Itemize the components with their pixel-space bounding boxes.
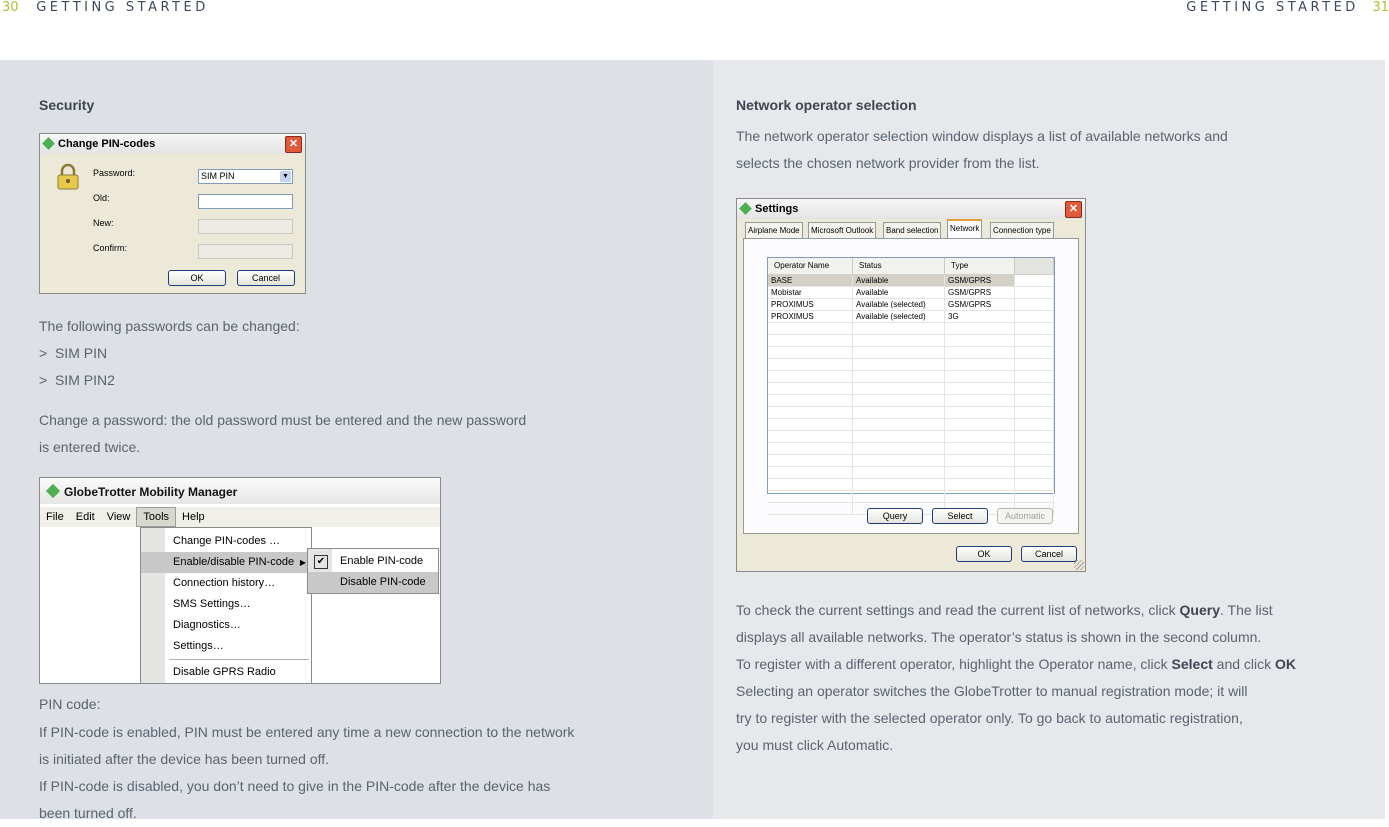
list-item-text: SIM PIN bbox=[54, 345, 108, 361]
table-cell bbox=[768, 491, 853, 502]
menu-view[interactable]: View bbox=[106, 511, 131, 523]
settings-dialog bbox=[736, 198, 1086, 572]
empty-table-row bbox=[768, 359, 1054, 371]
table-cell bbox=[945, 347, 1015, 358]
query-keyword: Query bbox=[1179, 602, 1221, 618]
security-heading: Security bbox=[39, 97, 95, 113]
text-span: and click bbox=[1212, 656, 1276, 672]
table-cell bbox=[853, 347, 945, 358]
table-cell bbox=[853, 479, 945, 490]
new-password-input[interactable] bbox=[198, 219, 293, 234]
table-cell bbox=[768, 407, 853, 418]
table-cell bbox=[945, 419, 1015, 430]
table-cell bbox=[768, 359, 853, 370]
table-cell: Available (selected) bbox=[853, 311, 945, 322]
table-cell bbox=[945, 335, 1015, 346]
table-cell bbox=[945, 323, 1015, 334]
pin-paragraph-line: If PIN-code is enabled, PIN must be entered any time a new connection to the network bbox=[39, 724, 575, 740]
right-page-number: 31 bbox=[1372, 0, 1389, 15]
column-header[interactable]: Operator Name bbox=[768, 258, 853, 274]
network-body-line bbox=[736, 651, 1296, 678]
tab-airplane-mode[interactable]: Airplane Mode bbox=[745, 222, 803, 238]
new-label: New: bbox=[93, 218, 114, 228]
close-icon[interactable]: ✕ bbox=[285, 136, 302, 153]
text-span: To check the current settings and read the current list of networks, click bbox=[736, 602, 1180, 618]
table-cell bbox=[768, 347, 853, 358]
tab-band-selection[interactable]: Band selection bbox=[883, 222, 941, 238]
list-item bbox=[39, 367, 115, 394]
network-body-line bbox=[736, 597, 1273, 624]
menu-item-disable-pin[interactable]: Disable PIN-code bbox=[308, 572, 438, 593]
gt-titlebar bbox=[40, 478, 440, 504]
app-diamond-icon bbox=[739, 202, 752, 215]
pin-submenu bbox=[307, 548, 439, 594]
table-cell bbox=[853, 431, 945, 442]
table-cell bbox=[853, 455, 945, 466]
network-body-line: try to register with the selected operator only. To go back to automatic registration, bbox=[736, 710, 1243, 726]
table-cell bbox=[1015, 395, 1054, 406]
left-page-header bbox=[2, 0, 209, 14]
table-cell: GSM/GPRS bbox=[945, 275, 1015, 286]
network-intro-2: selects the chosen network provider from the list. bbox=[736, 155, 1040, 171]
empty-table-row bbox=[768, 335, 1054, 347]
table-cell bbox=[853, 395, 945, 406]
menu-item-label: Enable PIN-code bbox=[340, 555, 424, 567]
bullet-marker: > bbox=[39, 372, 48, 388]
passwords-intro: The following passwords can be changed: bbox=[39, 318, 300, 334]
pin-code-heading: PIN code: bbox=[39, 696, 101, 712]
resize-grip-icon[interactable] bbox=[1074, 560, 1084, 570]
change-password-text-2: is entered twice. bbox=[39, 439, 141, 455]
table-cell bbox=[853, 323, 945, 334]
confirm-label: Confirm: bbox=[93, 243, 128, 253]
list-item bbox=[39, 340, 107, 367]
menu-item-disable-gprs[interactable]: Disable GPRS Radio bbox=[173, 666, 276, 678]
menu-bar bbox=[40, 507, 440, 527]
empty-table-row bbox=[768, 431, 1054, 443]
table-row[interactable] bbox=[768, 287, 1054, 299]
menu-item-settings[interactable]: Settings… bbox=[173, 640, 224, 652]
table-cell bbox=[945, 491, 1015, 502]
table-cell bbox=[853, 467, 945, 478]
password-select[interactable] bbox=[198, 169, 293, 184]
table-cell bbox=[768, 443, 853, 454]
table-cell bbox=[853, 359, 945, 370]
table-cell bbox=[1015, 347, 1054, 358]
cancel-button[interactable]: Cancel bbox=[1021, 546, 1077, 562]
column-header bbox=[1015, 258, 1054, 274]
tools-menu bbox=[140, 527, 312, 684]
table-cell bbox=[945, 407, 1015, 418]
empty-table-row bbox=[768, 371, 1054, 383]
menu-item-diagnostics[interactable]: Diagnostics… bbox=[173, 619, 241, 631]
table-cell: BASE bbox=[768, 275, 853, 286]
select-button[interactable]: Select bbox=[932, 508, 988, 524]
empty-table-row bbox=[768, 395, 1054, 407]
query-button[interactable]: Query bbox=[867, 508, 923, 524]
table-cell bbox=[1015, 455, 1054, 466]
left-page-panel bbox=[0, 60, 713, 819]
operator-table bbox=[767, 257, 1055, 494]
empty-table-row bbox=[768, 323, 1054, 335]
table-cell bbox=[1015, 443, 1054, 454]
network-body-line: displays all available networks. The operator’s status is shown in the second column. bbox=[736, 629, 1262, 645]
network-intro-1: The network operator selection window displays a list of available networks and bbox=[736, 128, 1228, 144]
table-cell bbox=[768, 503, 853, 514]
table-cell bbox=[1015, 371, 1054, 382]
menu-tools[interactable]: Tools bbox=[136, 507, 176, 527]
table-cell bbox=[1015, 479, 1054, 490]
table-cell bbox=[1015, 419, 1054, 430]
table-cell bbox=[945, 383, 1015, 394]
empty-rows bbox=[768, 323, 1054, 515]
app-diamond-icon bbox=[46, 484, 60, 498]
left-header-title: GETTING STARTED bbox=[36, 0, 209, 15]
dialog-titlebar bbox=[40, 134, 305, 154]
right-page-header bbox=[1186, 0, 1389, 14]
tab-network[interactable]: Network bbox=[947, 219, 982, 238]
menu-item-connection-history[interactable]: Connection history… bbox=[173, 577, 276, 589]
pin-paragraph-line: been turned off. bbox=[39, 805, 137, 821]
table-cell bbox=[768, 395, 853, 406]
globetrotter-window bbox=[39, 477, 441, 684]
table-cell bbox=[945, 479, 1015, 490]
table-cell: PROXIMUS bbox=[768, 311, 853, 322]
automatic-button[interactable]: Automatic bbox=[997, 508, 1053, 524]
table-cell bbox=[768, 479, 853, 490]
menu-item-enable-pin[interactable] bbox=[308, 551, 438, 572]
empty-table-row bbox=[768, 491, 1054, 503]
menu-help[interactable]: Help bbox=[182, 511, 205, 523]
table-cell bbox=[853, 371, 945, 382]
empty-table-row bbox=[768, 347, 1054, 359]
change-pin-dialog bbox=[39, 133, 306, 294]
table-cell bbox=[1015, 383, 1054, 394]
column-header[interactable]: Type bbox=[945, 258, 1015, 274]
table-header bbox=[768, 258, 1054, 275]
close-icon[interactable]: ✕ bbox=[1065, 201, 1082, 218]
table-cell bbox=[945, 431, 1015, 442]
chevron-down-icon: ▼ bbox=[280, 171, 291, 182]
ok-button[interactable]: OK bbox=[956, 546, 1012, 562]
menu-file[interactable]: File bbox=[46, 511, 64, 523]
table-cell bbox=[768, 419, 853, 430]
network-body-line: you must click Automatic. bbox=[736, 737, 894, 753]
table-cell bbox=[1015, 299, 1054, 310]
pin-paragraph-line: is initiated after the device has been turned off. bbox=[39, 751, 330, 767]
network-body-line: Selecting an operator switches the GlobeTrotter to manual registration mode; it will bbox=[736, 683, 1248, 699]
table-cell bbox=[853, 335, 945, 346]
tab-connection-type[interactable]: Connection type bbox=[990, 222, 1054, 238]
tab-panel bbox=[743, 238, 1079, 534]
list-item-text: SIM PIN2 bbox=[54, 372, 115, 388]
table-cell bbox=[1015, 335, 1054, 346]
table-cell bbox=[1015, 491, 1054, 502]
text-span: To register with a different operator, highlight the Operator name, click bbox=[736, 656, 1172, 672]
old-label: Old: bbox=[93, 193, 110, 203]
text-span: . The list bbox=[1220, 602, 1273, 618]
table-cell bbox=[768, 431, 853, 442]
menu-edit[interactable]: Edit bbox=[75, 511, 95, 523]
table-cell: 3G bbox=[945, 311, 1015, 322]
empty-table-row bbox=[768, 383, 1054, 395]
submenu-arrow-icon: ▶ bbox=[299, 558, 306, 567]
checkmark-icon: ✔ bbox=[314, 555, 328, 569]
table-cell: Mobistar bbox=[768, 287, 853, 298]
gt-title: GlobeTrotter Mobility Manager bbox=[64, 485, 238, 499]
empty-table-row bbox=[768, 455, 1054, 467]
table-cell bbox=[768, 383, 853, 394]
menu-item-label: Enable/disable PIN-code bbox=[173, 556, 295, 568]
table-cell bbox=[853, 491, 945, 502]
table-cell bbox=[1015, 275, 1054, 286]
table-cell bbox=[768, 371, 853, 382]
confirm-password-input[interactable] bbox=[198, 244, 293, 259]
table-cell bbox=[1015, 311, 1054, 322]
menu-item-change-pin[interactable]: Change PIN-codes … bbox=[173, 535, 280, 547]
cancel-button[interactable]: Cancel bbox=[237, 270, 295, 286]
empty-table-row bbox=[768, 443, 1054, 455]
tab-microsoft-outlook[interactable]: Microsoft Outlook bbox=[808, 222, 876, 238]
table-cell bbox=[1015, 287, 1054, 298]
table-cell bbox=[1015, 431, 1054, 442]
table-cell bbox=[1015, 323, 1054, 334]
password-label: Password: bbox=[93, 168, 136, 178]
empty-table-row bbox=[768, 419, 1054, 431]
ok-button[interactable]: OK bbox=[168, 270, 226, 286]
old-password-input[interactable] bbox=[198, 194, 293, 209]
table-row[interactable] bbox=[768, 275, 1054, 287]
menu-item-enable-disable-pin[interactable] bbox=[141, 552, 311, 573]
right-header-title: GETTING STARTED bbox=[1186, 0, 1359, 15]
table-cell bbox=[1015, 467, 1054, 478]
empty-table-row bbox=[768, 407, 1054, 419]
table-cell bbox=[945, 371, 1015, 382]
left-page-number: 30 bbox=[2, 0, 19, 15]
empty-table-row bbox=[768, 479, 1054, 491]
change-password-text-1: Change a password: the old password must be entered and the new password bbox=[39, 412, 527, 428]
empty-table-row bbox=[768, 467, 1054, 479]
table-cell: Available (selected) bbox=[853, 299, 945, 310]
table-cell bbox=[768, 455, 853, 466]
ok-keyword: OK bbox=[1275, 656, 1297, 672]
table-cell bbox=[945, 455, 1015, 466]
table-cell bbox=[945, 395, 1015, 406]
table-cell bbox=[945, 467, 1015, 478]
app-diamond-icon bbox=[42, 137, 55, 150]
table-cell: GSM/GPRS bbox=[945, 287, 1015, 298]
table-cell bbox=[853, 443, 945, 454]
right-page-panel bbox=[713, 60, 1385, 819]
table-cell bbox=[768, 335, 853, 346]
table-row[interactable] bbox=[768, 299, 1054, 311]
table-cell bbox=[945, 443, 1015, 454]
settings-title: Settings bbox=[755, 203, 799, 215]
table-cell bbox=[768, 323, 853, 334]
table-cell bbox=[945, 359, 1015, 370]
menu-item-sms-settings[interactable]: SMS Settings… bbox=[173, 598, 251, 610]
dialog-title: Change PIN-codes bbox=[58, 138, 156, 150]
table-cell bbox=[853, 383, 945, 394]
table-cell bbox=[853, 407, 945, 418]
pin-paragraph-line: If PIN-code is disabled, you don’t need to give in the PIN-code after the device has bbox=[39, 778, 551, 794]
table-cell bbox=[1015, 407, 1054, 418]
settings-titlebar bbox=[737, 199, 1085, 219]
table-cell: PROXIMUS bbox=[768, 299, 853, 310]
table-cell bbox=[853, 419, 945, 430]
bullet-marker: > bbox=[39, 345, 48, 361]
table-cell bbox=[768, 467, 853, 478]
password-select-value: SIM PIN bbox=[201, 171, 235, 181]
network-heading: Network operator selection bbox=[736, 97, 917, 113]
column-header[interactable]: Status bbox=[853, 258, 945, 274]
table-cell: Available bbox=[853, 287, 945, 298]
table-cell: GSM/GPRS bbox=[945, 299, 1015, 310]
table-cell: Available bbox=[853, 275, 945, 286]
padlock-icon bbox=[54, 164, 82, 190]
table-row[interactable] bbox=[768, 311, 1054, 323]
menu-separator bbox=[169, 659, 309, 660]
table-cell bbox=[1015, 359, 1054, 370]
select-keyword: Select bbox=[1171, 656, 1213, 672]
